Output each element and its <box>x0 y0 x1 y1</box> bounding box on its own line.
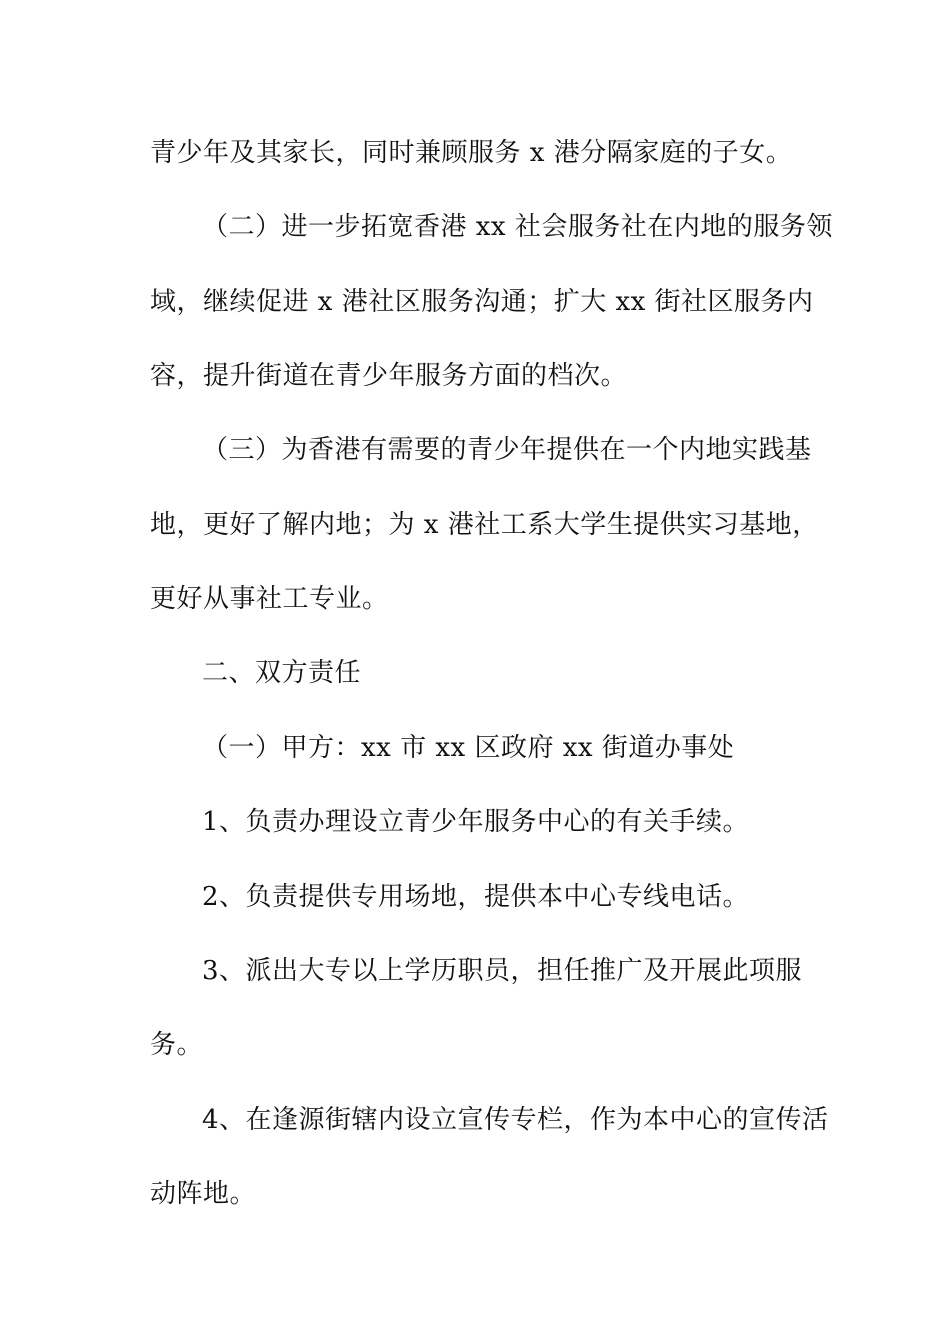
list-item-3-continued: 务。 <box>150 1030 204 1060</box>
paragraph-line-7: 更好从事社工专业。 <box>150 584 389 614</box>
paragraph-line-6: 地，更好了解内地；为 x 港社工系大学生提供实习基地， <box>150 510 819 540</box>
paragraph-line-4: 容，提升街道在青少年服务方面的档次。 <box>150 361 628 391</box>
list-item-4-continued: 动阵地。 <box>150 1179 257 1209</box>
list-item-4: 4、在逢源街辖内设立宣传专栏，作为本中心的宣传活 <box>202 1105 829 1135</box>
paragraph-line-1: 青少年及其家长，同时兼顾服务 x 港分隔家庭的子女。 <box>150 138 793 168</box>
paragraph-line-2: （二）进一步拓宽香港 xx 社会服务社在内地的服务领 <box>202 212 833 242</box>
section-heading: 二、双方责任 <box>202 658 362 688</box>
list-item-1: 1、负责办理设立青少年服务中心的有关手续。 <box>202 807 750 837</box>
list-item-2: 2、负责提供专用场地，提供本中心专线电话。 <box>202 882 750 912</box>
paragraph-line-5: （三）为香港有需要的青少年提供在一个内地实践基 <box>202 435 812 465</box>
list-item-3: 3、派出大专以上学历职员，担任推广及开展此项服 <box>202 956 803 986</box>
subsection-heading: （一）甲方：xx 市 xx 区政府 xx 街道办事处 <box>202 733 735 763</box>
paragraph-line-3: 域，继续促进 x 港社区服务沟通；扩大 xx 街社区服务内 <box>150 287 814 317</box>
